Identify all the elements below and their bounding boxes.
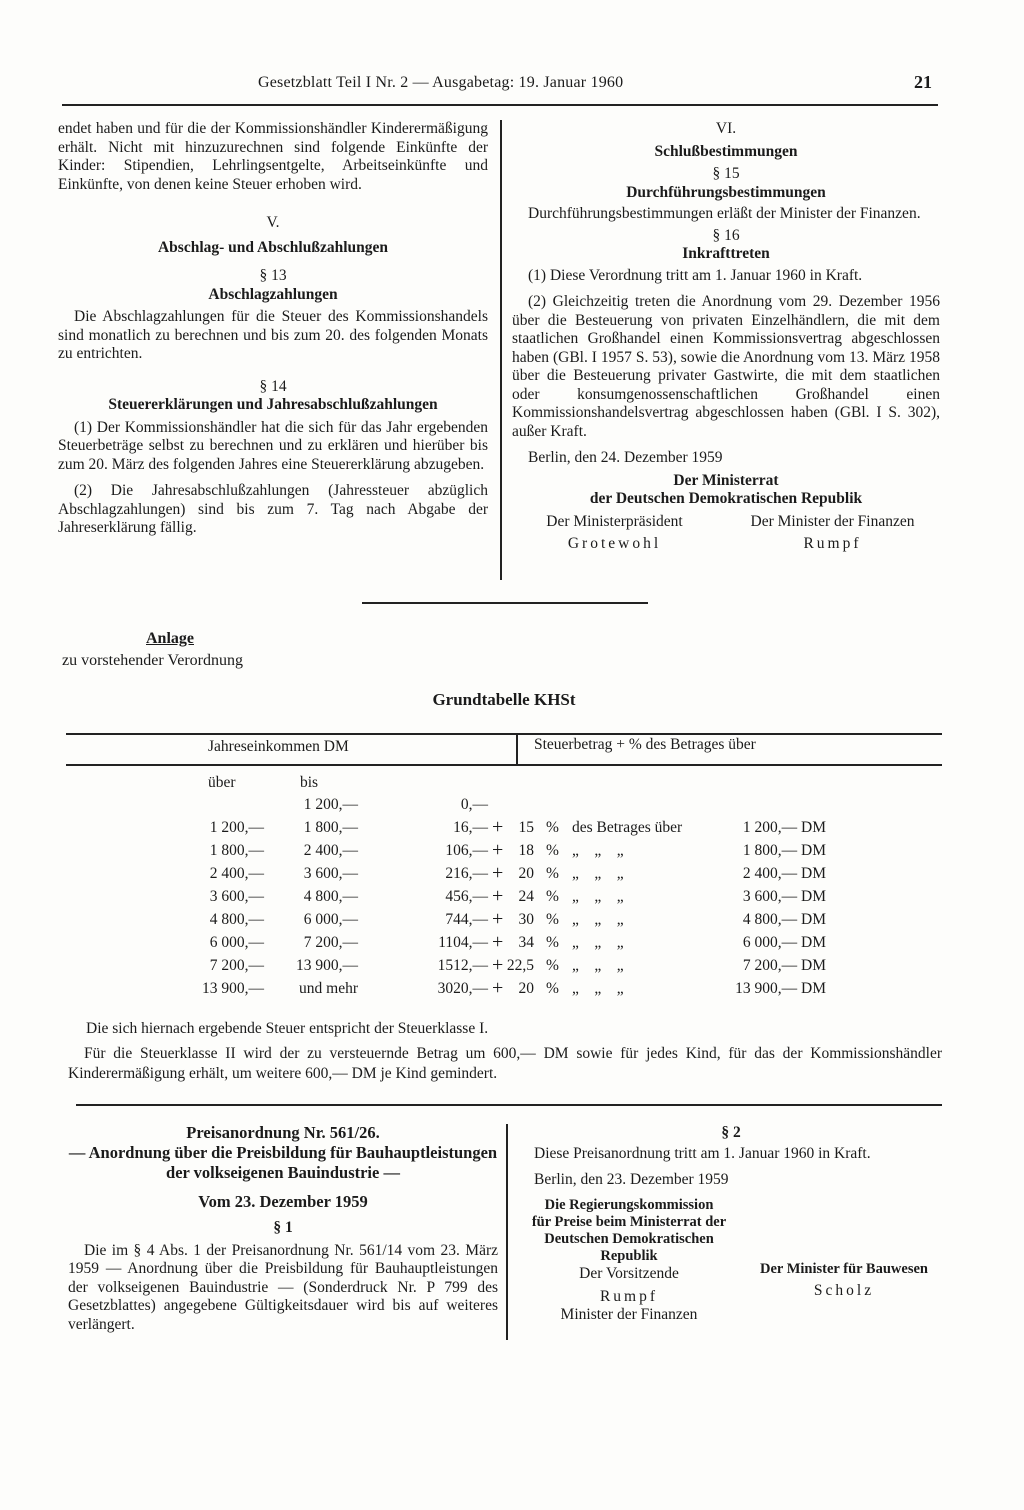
cell-over: 6 000,— — [209, 934, 264, 951]
cell-base: 3020,— — [437, 980, 488, 997]
cell-plus: + — [492, 862, 504, 884]
cell-percent-sign: % — [546, 911, 559, 928]
signatory-name: Grotewohl — [567, 535, 662, 552]
cell-over: 2 400,— — [209, 865, 264, 882]
table-row — [0, 816, 1024, 842]
paragraph-number: § 2 — [721, 1124, 741, 1141]
paragraph-text: Durchführungsbestimmungen erläßt der Minister der Finanzen. — [528, 205, 921, 222]
cell-threshold: 4 800,— DM — [742, 911, 826, 928]
cell-plus: + — [492, 931, 504, 953]
paragraph-text: Die Abschlagzahlungen für die Steuer des Kommissionshandels sind monatlich zu berechnen und bis zum 20. des folgenden Monats zu entrichten. — [58, 308, 488, 362]
cell-base: 456,— — [445, 888, 488, 905]
table-row — [0, 885, 1024, 911]
section-title: Schlußbestimmungen — [654, 142, 798, 160]
cell-percent-sign: % — [546, 934, 559, 951]
issuer-line: der Deutschen Demokratischen Republik — [589, 490, 863, 507]
cell-percent: 20 — [518, 865, 534, 882]
cell-over: 13 900,— — [202, 980, 264, 997]
table-note: Für die Steuerklasse II wird der zu versteuernde Betrag um 600,— DM sowie für jedes Kind, für das der Kommissionshändler Kinderermäßigung erhält, um weitere 600,— DM je Kind gemindert. — [68, 1045, 942, 1082]
cell-over: 7 200,— — [209, 957, 264, 974]
signatory-role: Der Minister für Bauwesen — [760, 1260, 928, 1277]
signatory-role: Der Minister der Finanzen — [750, 512, 915, 530]
cell-percent: 18 — [518, 842, 534, 859]
cell-percent-sign: % — [546, 865, 559, 882]
signatory-name: Scholz — [813, 1282, 875, 1299]
cell-threshold: 1 200,— DM — [742, 819, 826, 836]
cell-threshold: 7 200,— DM — [742, 957, 826, 974]
paragraph-number: § 14 — [259, 377, 287, 395]
column-divider — [506, 1124, 508, 1340]
cell-description: „ „ „ — [572, 888, 624, 905]
paragraph-text: Die im § 4 Abs. 1 der Preisanordnung Nr. 561/14 vom 23. März 1959 — Anordnung über die Preisbildung für Bauhauptleistungen der volkseigenen Bauindustrie — (Sonderdruck Nr. P 799 des Gesetzblattes) angegebene Gültigkeitsdauer wird bis auf weiteres verlängert. — [68, 1241, 498, 1333]
cell-threshold: 6 000,— DM — [742, 934, 826, 951]
running-header: Gesetzblatt Teil I Nr. 2 — Ausgabetag: 19. Januar 1960 — [258, 74, 624, 91]
order-subtitle: — Anordnung über die Preisbildung für Bauhauptleistungen der volkseigenen Bauindustrie — — [68, 1142, 498, 1182]
signatory-name: Rumpf — [803, 535, 862, 552]
cell-percent-sign: % — [546, 842, 559, 859]
table-row — [0, 839, 1024, 865]
paragraph-text: Diese Preisanordnung tritt am 1. Januar 1960 in Kraft. — [534, 1144, 871, 1162]
subheader-to: bis — [300, 774, 319, 791]
cell-percent: 34 — [518, 934, 534, 951]
cell-percent: 24 — [518, 888, 534, 905]
left-column — [58, 120, 488, 538]
cell-threshold: 3 600,— DM — [742, 888, 826, 905]
cell-to: 1 200,— — [303, 796, 358, 813]
annex-subtitle: zu vorstehender Verordnung — [62, 652, 243, 669]
paragraph-number: § 1 — [273, 1219, 293, 1236]
section-rule — [76, 1104, 942, 1106]
paragraph-text: (1) Diese Verordnung tritt am 1. Januar 1960 in Kraft. — [528, 266, 863, 284]
column-divider — [500, 120, 502, 580]
annex-title: Anlage — [146, 630, 194, 647]
signatory-role: Der Ministerpräsident — [546, 512, 683, 530]
cell-to: 4 800,— — [303, 888, 358, 905]
cell-percent: 22,5 — [506, 957, 534, 974]
cell-percent-sign: % — [546, 888, 559, 905]
table-header-divider — [516, 733, 518, 765]
tax-table — [0, 796, 1024, 1006]
cell-percent: 30 — [518, 911, 534, 928]
issuer-line: Der Ministerrat — [673, 471, 779, 489]
paragraph-continuation: endet haben und für die der Kommissionshändler Kinderermäßigung erhält. Nicht mit hinzuzurechnen sind folgende Einkünfte der Kinder: Stipendien, Lehrlingsentgelte, Arbeitseinkünfte und Einkünfte, von denen keine Steuer erhoben wird. — [58, 120, 488, 193]
section-number: VI. — [715, 120, 737, 137]
cell-plus: + — [492, 839, 504, 861]
cell-base: 216,— — [445, 865, 488, 882]
paragraph-title: Steuererklärungen und Jahresabschlußzahlungen — [108, 396, 438, 413]
table-note: Die sich hiernach ergebende Steuer entspricht der Steuerklasse I. — [86, 1020, 489, 1037]
order-title: Preisanordnung Nr. 561/26. — [186, 1123, 380, 1142]
table-row — [0, 908, 1024, 934]
cell-to: 13 900,— — [296, 957, 358, 974]
paragraph-number: § 15 — [712, 165, 740, 182]
cell-over: 1 200,— — [209, 819, 264, 836]
paragraph-title: Durchführungsbestimmungen — [626, 183, 826, 201]
cell-percent-sign: % — [546, 819, 559, 836]
cell-threshold: 13 900,— DM — [735, 980, 826, 997]
price-order-right — [518, 1124, 944, 1325]
place-date: Berlin, den 23. Dezember 1959 — [534, 1171, 729, 1188]
cell-percent-sign: % — [546, 980, 559, 997]
cell-percent-sign: % — [546, 957, 559, 974]
table-row — [0, 931, 1024, 957]
cell-to: 3 600,— — [303, 865, 358, 882]
cell-description: „ „ „ — [572, 911, 624, 928]
cell-to: 2 400,— — [303, 842, 358, 859]
cell-description: „ „ „ — [572, 957, 624, 974]
cell-description: „ „ „ — [572, 865, 624, 882]
cell-plus: + — [492, 885, 504, 907]
page-number: 21 — [914, 72, 932, 92]
cell-to: 1 800,— — [303, 819, 358, 836]
signatory-name: Rumpf — [599, 1287, 659, 1305]
cell-percent: 20 — [518, 980, 534, 997]
issuer-line: Die Regierungskommission — [544, 1196, 714, 1213]
cell-description: „ „ „ — [572, 934, 624, 951]
cell-to: und mehr — [299, 980, 358, 997]
cell-over: 3 600,— — [209, 888, 264, 905]
cell-threshold: 1 800,— DM — [742, 842, 826, 859]
place-date: Berlin, den 24. Dezember 1959 — [528, 449, 723, 466]
table-row — [0, 796, 1024, 819]
issuer-line: für Preise beim Ministerrat der Deutschen Demokratischen Republik — [531, 1214, 727, 1264]
table-row — [0, 954, 1024, 980]
paragraph-text: (2) Gleichzeitig treten die Anordnung vom 29. Dezember 1956 über die Besteuerung von privaten Einzelhändlern, die mit dem staatlichen Großhandel einen Kommissionsvertrag abgeschlossen haben (GBl. I 1957 S. 53), sowie die Anordnung vom 13. März 1958 über die Besteuerung privater Gastwirte, die mit dem staatlichen oder konsumgenossenschaftlichen Großhandel einen Kommissionshandelsvertrag abgeschlossen haben (GBl. I S. 302), außer Kraft. — [512, 293, 940, 440]
table-top-rule — [66, 733, 942, 735]
section-title: Abschlag- und Abschlußzahlungen — [157, 238, 388, 256]
cell-to: 7 200,— — [303, 934, 358, 951]
cell-description: „ „ „ — [572, 842, 624, 859]
cell-plus: + — [492, 816, 504, 838]
table-row — [0, 977, 1024, 1003]
order-date: Vom 23. Dezember 1959 — [198, 1191, 368, 1211]
cell-description: des Betrages über — [572, 819, 683, 836]
header-rule — [62, 104, 938, 106]
table-title: Grundtabelle KHSt — [432, 690, 576, 709]
cell-description: „ „ „ — [572, 980, 624, 997]
column-header-income: Jahreseinkommen DM — [208, 738, 349, 755]
cell-base: 0,— — [460, 796, 488, 813]
cell-base: 16,— — [453, 819, 488, 836]
signatory-title: Minister der Finanzen — [560, 1306, 698, 1323]
paragraph-text: (1) Der Kommissionshändler hat die sich für das Jahr ergebenden Steuerbeträge selbst zu berechnen und zu erklären und hierüber bis zum 20. März des folgenden Jahres eine Steuererklärung abzugeben. — [58, 418, 488, 473]
cell-threshold: 2 400,— DM — [742, 865, 826, 882]
cell-to: 6 000,— — [303, 911, 358, 928]
table-header-rule — [66, 764, 942, 766]
cell-base: 106,— — [445, 842, 488, 859]
cell-plus: + — [492, 908, 504, 930]
cell-base: 1512,— — [437, 957, 488, 974]
cell-plus: + — [492, 977, 504, 999]
section-rule — [362, 602, 648, 604]
price-order-left — [68, 1124, 498, 1334]
cell-over: 1 800,— — [209, 842, 264, 859]
section-number: V. — [266, 214, 280, 231]
paragraph-number: § 13 — [259, 267, 287, 284]
cell-base: 1104,— — [438, 934, 488, 951]
cell-base: 744,— — [445, 911, 488, 928]
column-header-tax: Steuerbetrag + % des Betrages über — [534, 736, 756, 753]
table-row — [0, 862, 1024, 888]
subheader-over: über — [208, 774, 236, 791]
cell-plus: + — [492, 954, 504, 976]
cell-over: 4 800,— — [209, 911, 264, 928]
paragraph-number: § 16 — [712, 226, 740, 244]
paragraph-title: Inkrafttreten — [682, 245, 770, 262]
paragraph-title: Abschlagzahlungen — [208, 285, 338, 303]
right-column — [512, 120, 940, 554]
paragraph-text: (2) Die Jahresabschlußzahlungen (Jahressteuer abzüglich Abschlagzahlungen) sind bis zum 7. Tag nach Abgabe der Jahreserklärung fällig. — [58, 482, 488, 536]
cell-percent: 15 — [518, 819, 534, 836]
signatory-role: Der Vorsitzende — [579, 1265, 679, 1282]
